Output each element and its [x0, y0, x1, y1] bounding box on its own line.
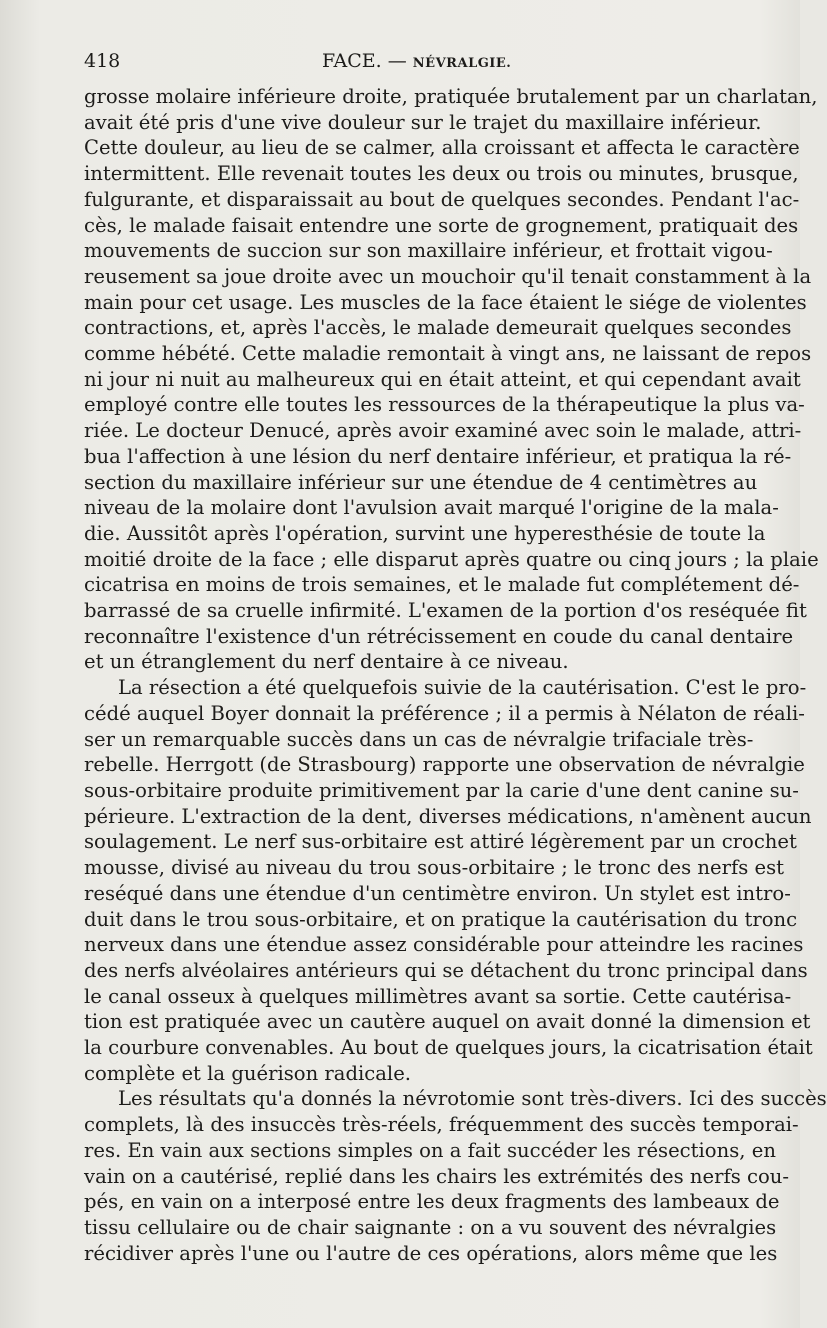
text-line: contractions, et, après l'accès, le malade demeurait quelques secondes — [84, 316, 792, 340]
text-line: rebelle. Herrgott (de Strasbourg) rapporte une observation de névralgie — [84, 753, 805, 777]
text-line: complets, là des insuccès très-réels, fréquemment des succès temporai- — [84, 1113, 799, 1137]
text-line: reséqué dans une étendue d'un centimètre environ. Un stylet est intro- — [84, 881, 791, 905]
text-line: Cette douleur, au lieu de se calmer, alla croissant et affecta le caractère — [84, 136, 800, 160]
page-number: 418 — [84, 50, 121, 72]
text-line: barrassé de sa cruelle infirmité. L'examen de la portion d'os reséquée fit — [84, 599, 807, 623]
running-title-main: FACE. — [322, 50, 382, 72]
text-line: Les résultats qu'a donnés la névrotomie sont très-divers. Ici des succès — [118, 1087, 827, 1111]
text-line: tissu cellulaire ou de chair saignante : on a vu souvent des névralgies — [84, 1215, 777, 1239]
text-line: et un étranglement du nerf dentaire à ce niveau. — [84, 650, 569, 674]
running-title-separator: — — [387, 50, 407, 72]
text-line: cédé auquel Boyer donnait la préférence ; il a permis à Nélaton de réali- — [84, 701, 805, 725]
text-line: grosse molaire inférieure droite, pratiquée brutalement par un charlatan, — [84, 85, 818, 108]
text-line: moitié droite de la face ; elle disparut après quatre ou cinq jours ; la plaie — [84, 547, 819, 571]
text-line: niveau de la molaire dont l'avulsion avait marqué l'origine de la mala- — [84, 496, 779, 520]
text-line: La résection a été quelquefois suivie de la cautérisation. C'est le pro- — [118, 676, 807, 700]
text-line: bua l'affection à une lésion du nerf dentaire inférieur, et pratiqua la ré- — [84, 444, 792, 468]
text-line: pés, en vain on a interposé entre les deux fragments des lambeaux de — [84, 1190, 780, 1214]
text-line: la courbure convenables. Au bout de quelques jours, la cicatrisation était — [84, 1036, 813, 1060]
text-line: mousse, divisé au niveau du trou sous-orbitaire ; le tronc des nerfs est — [84, 856, 785, 880]
text-line: main pour cet usage. Les muscles de la face étaient le siége de violentes — [84, 290, 807, 314]
running-title-sub: NÉVRALGIE. — [412, 56, 512, 71]
text-line: tion est pratiquée avec un cautère auquel on avait donné la dimension et — [84, 1010, 811, 1034]
text-line: ser un remarquable succès dans un cas de névralgie trifaciale très- — [84, 727, 754, 751]
text-line: avait été pris d'une vive douleur sur le trajet du maxillaire inférieur. — [84, 110, 762, 134]
text-line: reusement sa joue droite avec un mouchoir qu'il tenait constamment à la — [84, 264, 812, 288]
text-line: duit dans le trou sous-orbitaire, et on pratique la cautérisation du tronc — [84, 907, 798, 931]
text-line: le canal osseux à quelques millimètres avant sa sortie. Cette cautérisa- — [84, 984, 792, 1008]
body-text — [84, 84, 827, 1266]
text-line: section du maxillaire inférieur sur une étendue de 4 centimètres au — [84, 470, 758, 494]
text-line: fulgurante, et disparaissait au bout de quelques secondes. Pendant l'ac- — [84, 187, 800, 211]
text-line: reconnaître l'existence d'un rétrécissement en coude du canal dentaire — [84, 624, 794, 648]
text-line: complète et la guérison radicale. — [84, 1061, 412, 1085]
text-line: récidiver après l'une ou l'autre de ces opérations, alors même que les — [84, 1241, 778, 1265]
text-line: nerveux dans une étendue assez considérable pour atteindre les racines — [84, 933, 804, 957]
text-line: des nerfs alvéolaires antérieurs qui se détachent du tronc principal dans — [84, 958, 808, 982]
text-line: mouvements de succion sur son maxillaire inférieur, et frottait vigou- — [84, 239, 773, 263]
text-line: res. En vain aux sections simples on a fait succéder les résections, en — [84, 1138, 776, 1162]
running-title — [322, 46, 511, 79]
text-line: soulagement. Le nerf sus-orbitaire est attiré légèrement par un crochet — [84, 830, 797, 854]
text-line: die. Aussitôt après l'opération, survint une hyperesthésie de toute la — [84, 521, 766, 545]
text-line: cès, le malade faisait entendre une sorte de grognement, pratiquait des — [84, 213, 799, 237]
text-line: vain on a cautérisé, replié dans les chairs les extrémités des nerfs cou- — [84, 1164, 790, 1188]
text-line: périeure. L'extraction de la dent, diverses médications, n'amènent aucun — [84, 804, 812, 828]
text-line: cicatrisa en moins de trois semaines, et le malade fut complétement dé- — [84, 573, 800, 597]
running-header — [84, 46, 750, 76]
text-line: comme hébété. Cette maladie remontait à vingt ans, ne laissant de repos — [84, 342, 812, 366]
text-line: sous-orbitaire produite primitivement par la carie d'une dent canine su- — [84, 778, 799, 802]
text-line: riée. Le docteur Denucé, après avoir examiné avec soin le malade, attri- — [84, 419, 802, 443]
text-line: ni jour ni nuit au malheureux qui en était atteint, et qui cependant avait — [84, 367, 801, 391]
text-line: intermittent. Elle revenait toutes les deux ou trois ou minutes, brusque, — [84, 162, 799, 186]
text-line: employé contre elle toutes les ressources de la thérapeutique la plus va- — [84, 393, 805, 417]
